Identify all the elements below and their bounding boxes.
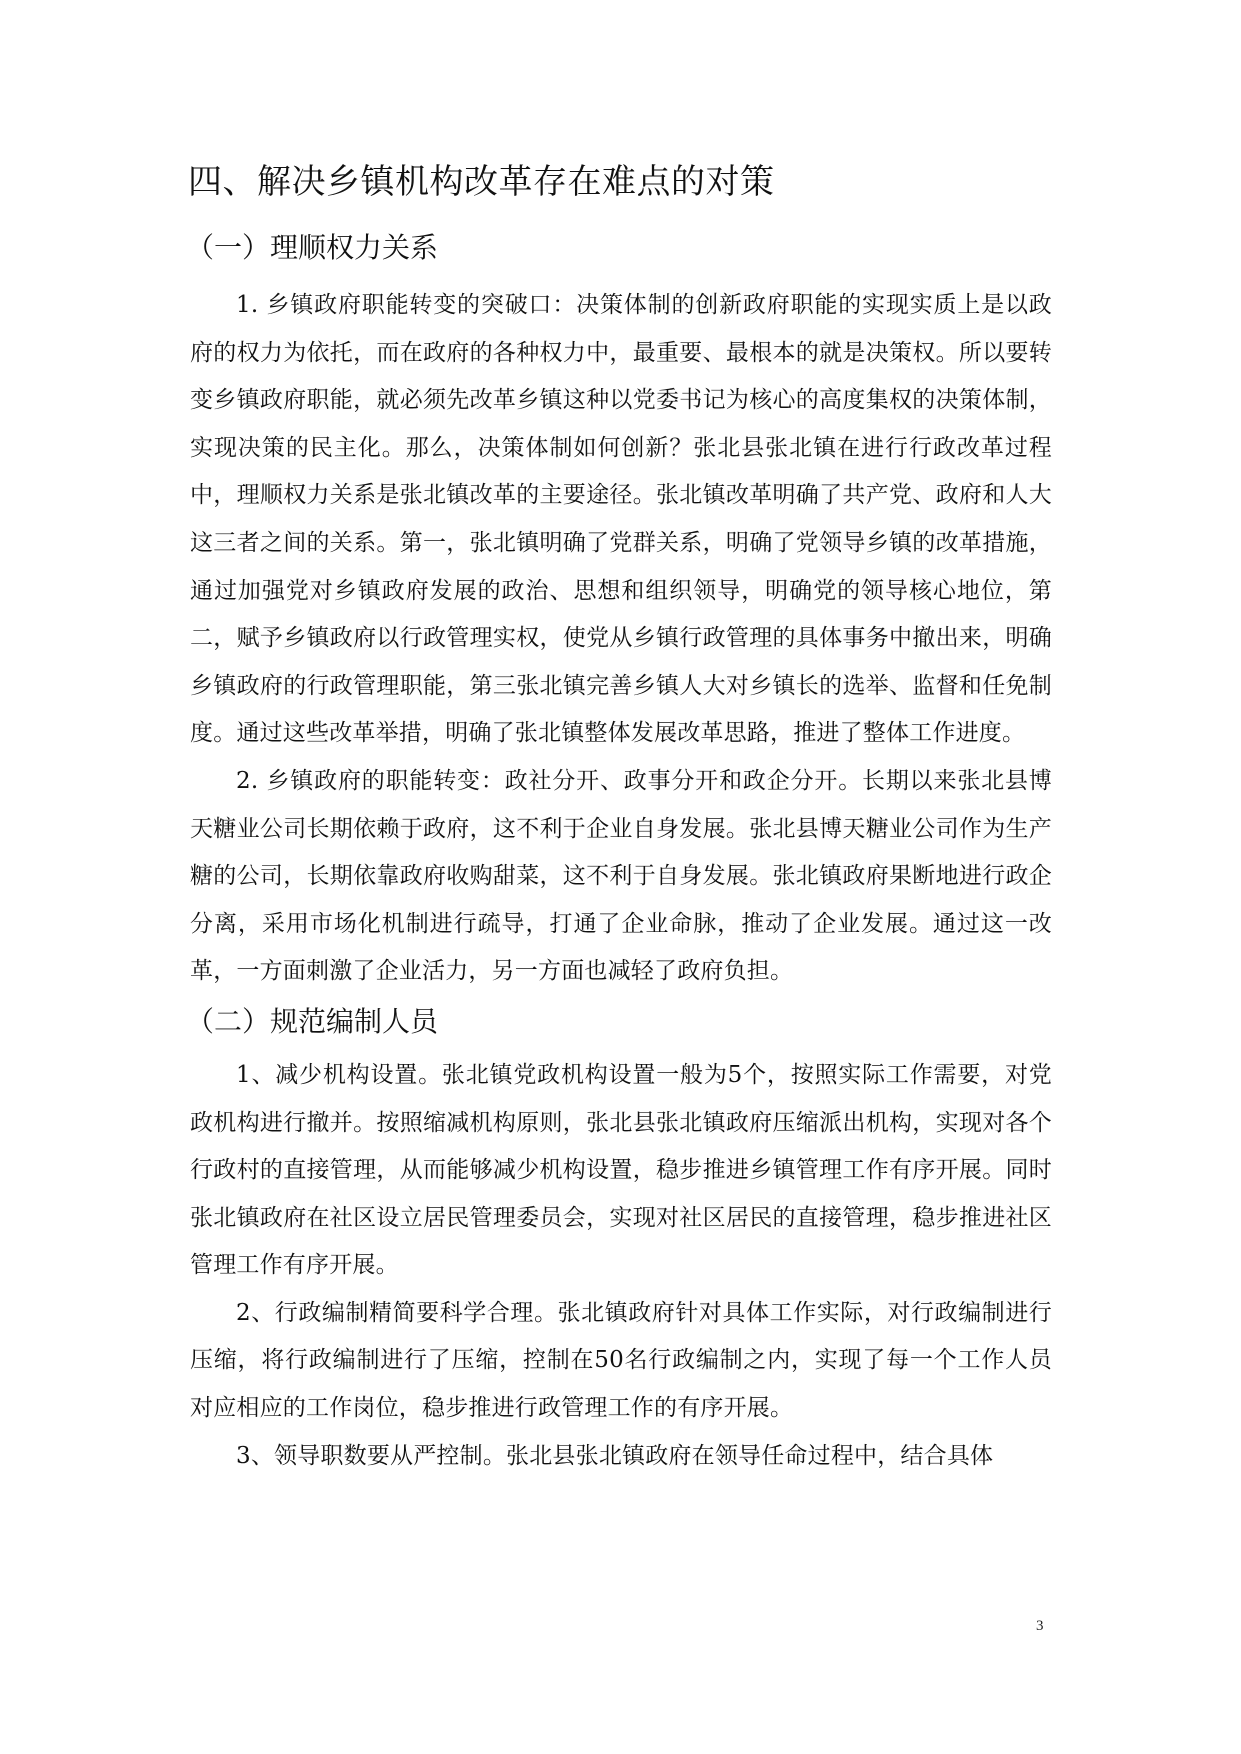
paragraph: 1. 乡镇政府职能转变的突破口：决策体制的创新政府职能的实现实质上是以政府的权力为依托，而在政府的各种权力中，最重要、最根本的就是决策权。所以要转变乡镇政府职能，就必须先改革乡镇这种以党委书记为核心的高度集权的决策体制，实现决策的民主化。那么，决策体制如何创新？张北县张北镇在进行行政改革过程中，理顺权力关系是张北镇改革的主要途径。张北镇改革明确了共产党、政府和人大这三者之间的关系。第一，张北镇明确了党群关系，明确了党领导乡镇的改革措施，通过加强党对乡镇政府发展的政治、思想和组织领导，明确党的领导核心地位，第二，赋予乡镇政府以行政管理实权，使党从乡镇行政管理的具体事务中撤出来，明确乡镇政府的行政管理职能，第三张北镇完善乡镇人大对乡镇长的选举、监督和任免制度。通过这些改革举措，明确了张北镇整体发展改革思路，推进了整体工作进度。 bbox=[190, 292, 1052, 747]
subsection-heading-1: （一）理顺权力关系 bbox=[186, 231, 439, 264]
subsection-heading-2: （二）规范编制人员 bbox=[186, 1004, 439, 1038]
page-number: 3 bbox=[1036, 1618, 1044, 1634]
page-content bbox=[186, 160, 1052, 1480]
paragraph: 2. 乡镇政府的职能转变：政社分开、政事分开和政企分开。长期以来张北县博天糖业公司长期依赖于政府，这不利于企业自身发展。张北县博天糖业公司作为生产糖的公司，长期依靠政府收购甜菜，这不利于自身发展。张北镇政府果断地进行政企分离，采用市场化机制进行疏导，打通了企业命脉，推动了企业发展。通过这一改革，一方面刺激了企业活力，另一方面也减轻了政府负担。 bbox=[190, 767, 1052, 985]
paragraph: 1、减少机构设置。张北镇党政机构设置一般为5个，按照实际工作需要，对党政机构进行撤并。按照缩减机构原则，张北县张北镇政府压缩派出机构，实现对各个行政村的直接管理，从而能够减少机构设置，稳步推进乡镇管理工作有序开展。同时张北镇政府在社区设立居民管理委员会，实现对社区居民的直接管理，稳步推进社区管理工作有序开展。 bbox=[190, 1061, 1052, 1279]
paragraph: 2、行政编制精简要科学合理。张北镇政府针对具体工作实际，对行政编制进行压缩，将行政编制进行了压缩，控制在50名行政编制之内，实现了每一个工作人员对应相应的工作岗位，稳步推进行政管理工作的有序开展。 bbox=[190, 1299, 1052, 1422]
section-heading: 四、解决乡镇机构改革存在难点的对策 bbox=[188, 162, 775, 202]
paragraph: 3、领导职数要从严控制。张北县张北镇政府在领导任命过程中，结合具体 bbox=[236, 1442, 994, 1469]
